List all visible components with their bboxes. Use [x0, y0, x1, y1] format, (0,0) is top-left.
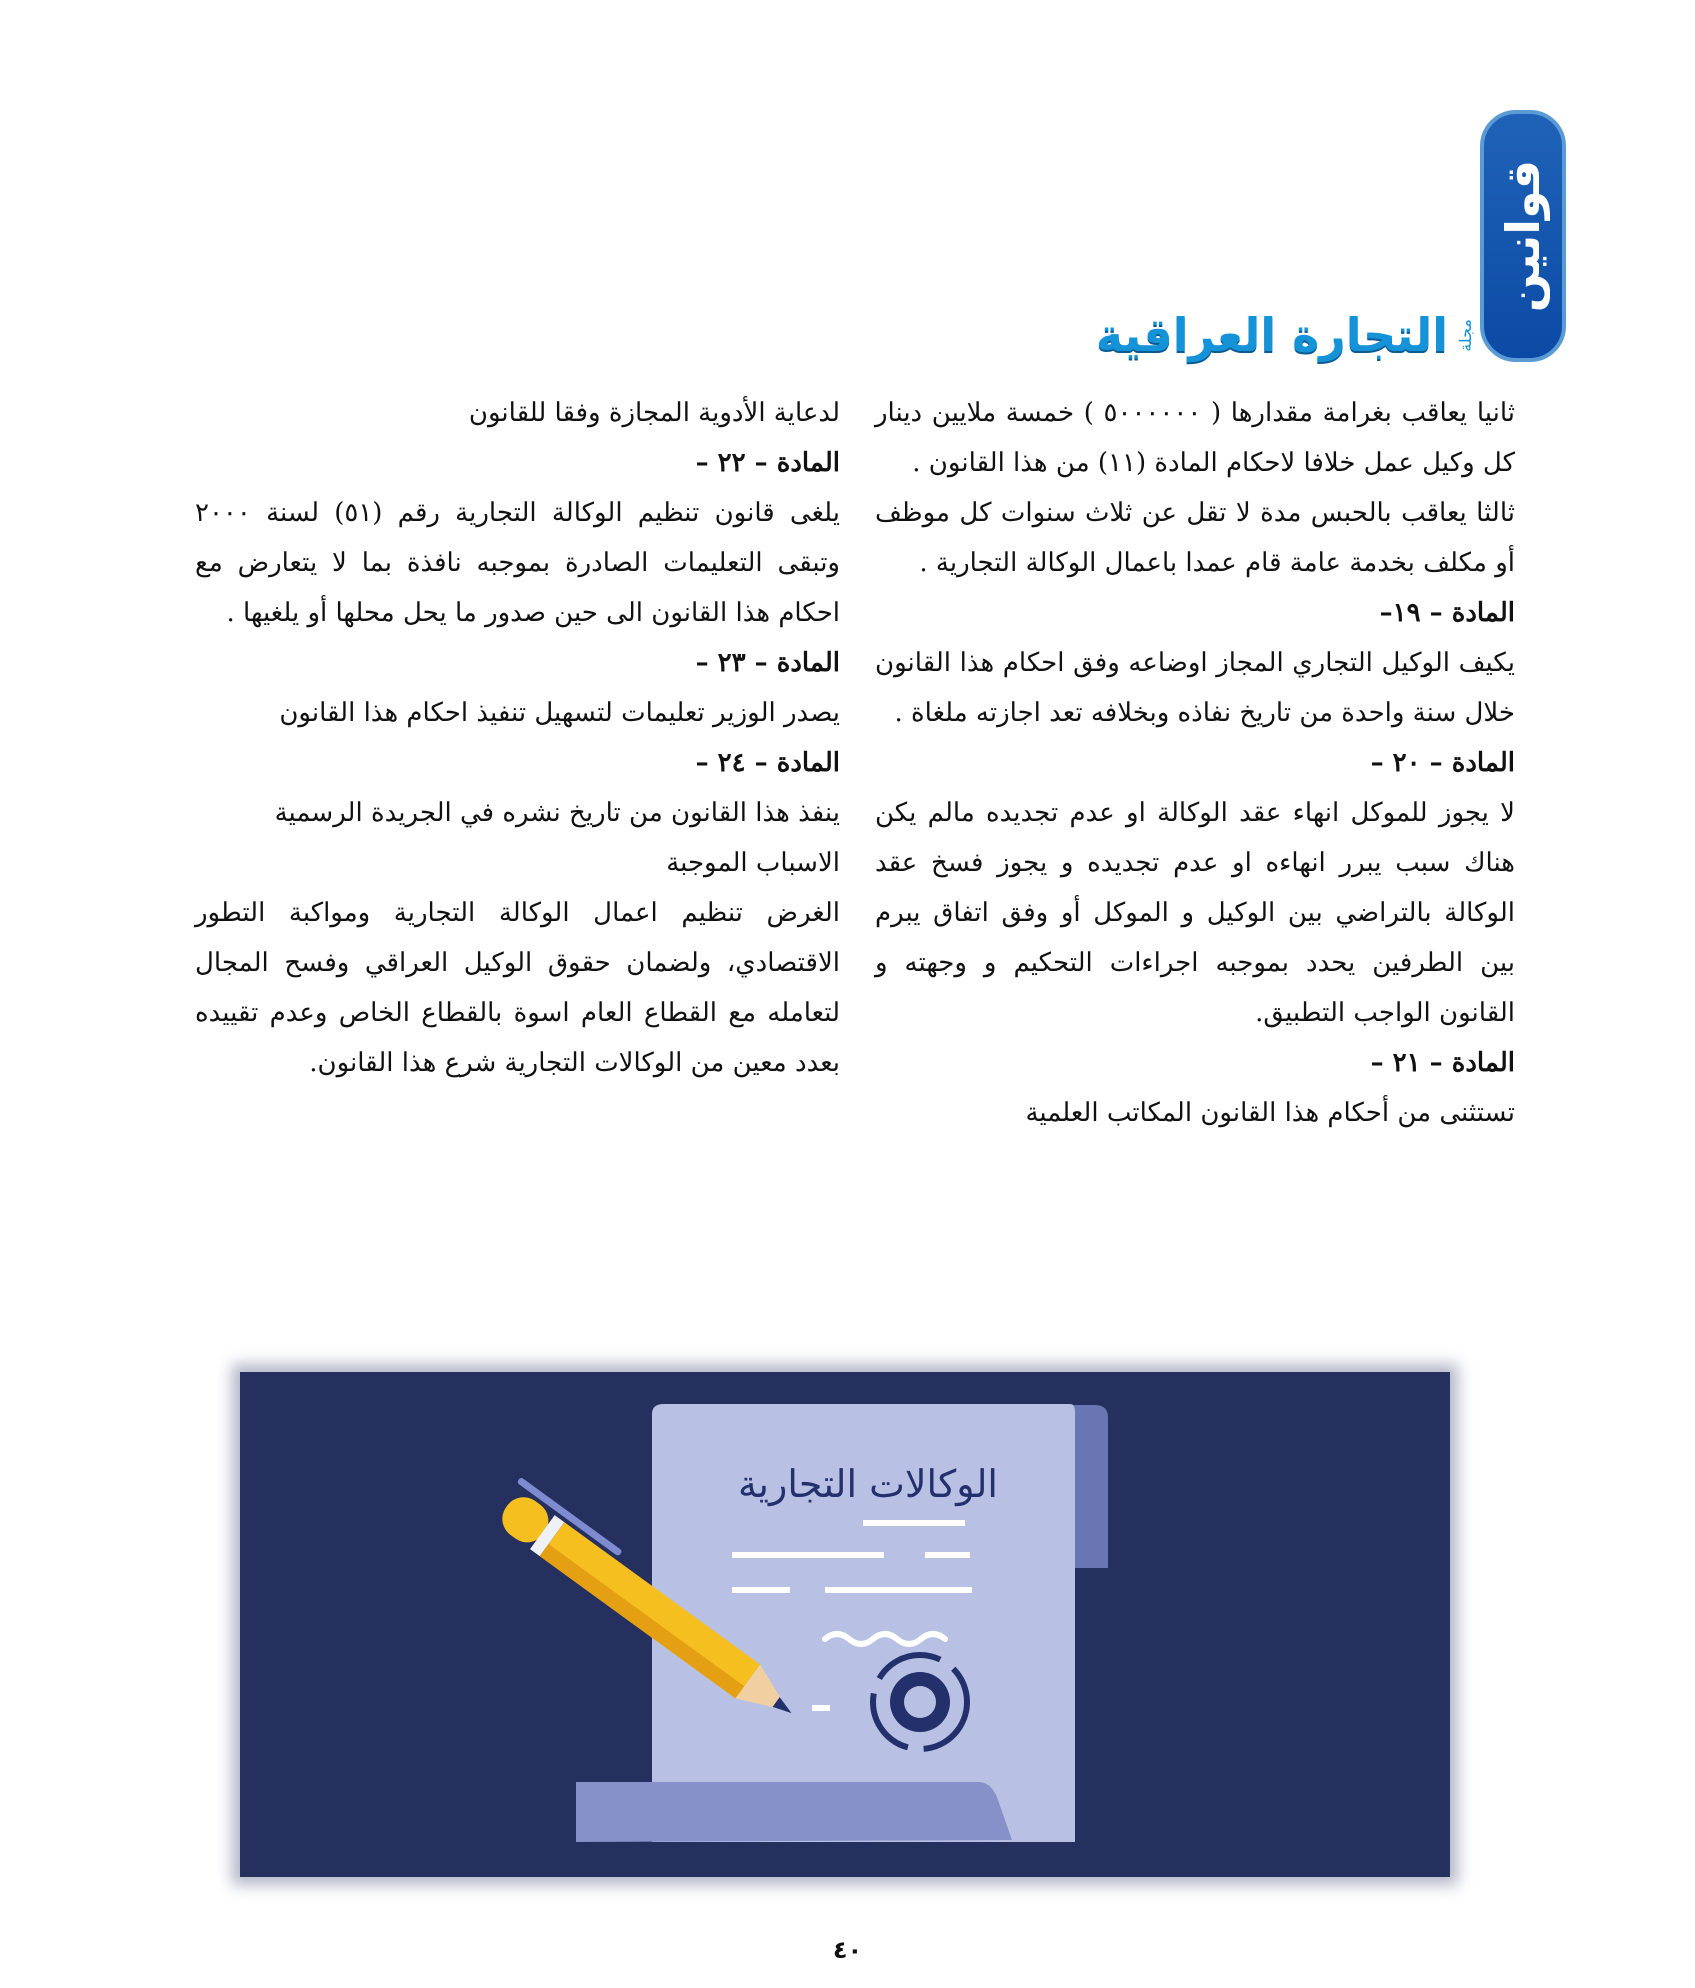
- article-19-text: يكيف الوكيل التجاري المجاز اوضاعه وفق احكام هذا القانون خلال سنة واحدة من تاريخ نفاذه وبخلافه تعد اجازته ملغاة .: [875, 648, 1515, 728]
- article-21-text: تستثنى من أحكام هذا القانون المكاتب العلمية: [1025, 1098, 1515, 1128]
- contract-illustration: [240, 1372, 1450, 1877]
- document-line-5: [825, 1587, 972, 1593]
- masthead-label: مجلة: [1456, 318, 1475, 352]
- document-title: الوكالات التجارية: [738, 1462, 998, 1506]
- section-tab-label: قوانين: [1496, 159, 1550, 313]
- magazine-masthead: [1095, 300, 1475, 370]
- article-20-heading: المادة – ٢٠ –: [1370, 748, 1515, 778]
- article-20-text: لا يجوز للموكل انهاء عقد الوكالة او عدم تجديده مالم يكن هناك سبب يبرر انهاءه او عدم تجديده و يجوز فسخ عقد الوكالة بالتراضي بين الوكيل و الموكل أو وفق اتفاق يبرم بين الطرفين يحدد بموجبه اجراءات التحكيم و وجهته و القانون الواجب التطبيق.: [875, 798, 1515, 1028]
- article-24-heading: المادة – ٢٤ –: [695, 748, 840, 778]
- reasons-text: الغرض تنظيم اعمال الوكالة التجارية ومواكبة التطور الاقتصادي، ولضمان حقوق الوكيل العراقي وفسح المجال لتعامله مع القطاع العام اسوة بالقطاع الخاص وعدم تقييده بعدد معين من الوكالات التجارية شرع هذا القانون.: [195, 898, 840, 1078]
- signature-dash: [812, 1705, 830, 1711]
- reasons-heading: الاسباب الموجبة: [666, 848, 840, 878]
- document-line-2: [732, 1552, 884, 1558]
- article-column-right: [875, 388, 1515, 1138]
- article-22-heading: المادة – ٢٢ –: [695, 448, 840, 478]
- article-23-heading: المادة – ٢٣ –: [695, 648, 840, 678]
- paragraph-imprisonment: ثالثا يعاقب بالحبس مدة لا تقل عن ثلاث سنوات كل موظف أو مكلف بخدمة عامة قام عمدا باعمال الوكالة التجارية .: [875, 498, 1515, 578]
- document-line-4: [732, 1587, 790, 1593]
- document-line-1: [863, 1520, 965, 1526]
- article-21-continuation: لدعاية الأدوية المجازة وفقا للقانون: [468, 398, 840, 428]
- seal-core: [904, 1686, 936, 1718]
- document-line-3: [925, 1552, 970, 1558]
- article-22-text: يلغى قانون تنظيم الوكالة التجارية رقم (٥١) لسنة ٢٠٠٠ وتبقى التعليمات الصادرة بموجبه نافذة بما لا يتعارض مع احكام هذا القانون الى حين صدور ما يحل محلها أو يلغيها .: [195, 498, 840, 628]
- masthead-title: التجارة العراقية: [1095, 308, 1448, 362]
- article-21-heading: المادة – ٢١ –: [1370, 1048, 1515, 1078]
- article-24-text: ينفذ هذا القانون من تاريخ نشره في الجريدة الرسمية: [274, 798, 840, 828]
- article-column-left: [195, 388, 840, 1088]
- contract-illustration-svg: [240, 1372, 1450, 1877]
- scroll-bottom-roll: [576, 1782, 1012, 1842]
- section-tab: [1480, 110, 1566, 362]
- paragraph-fine: ثانيا يعاقب بغرامة مقدارها ( ٥٠٠٠٠٠٠ ) خمسة ملايين دينار كل وكيل عمل خلافا لاحكام المادة (١١) من هذا القانون .: [875, 398, 1515, 478]
- article-23-text: يصدر الوزير تعليمات لتسهيل تنفيذ احكام هذا القانون: [279, 698, 840, 728]
- article-19-heading: المادة – ١٩–: [1379, 598, 1515, 628]
- page-number: ٤٠: [832, 1936, 863, 1964]
